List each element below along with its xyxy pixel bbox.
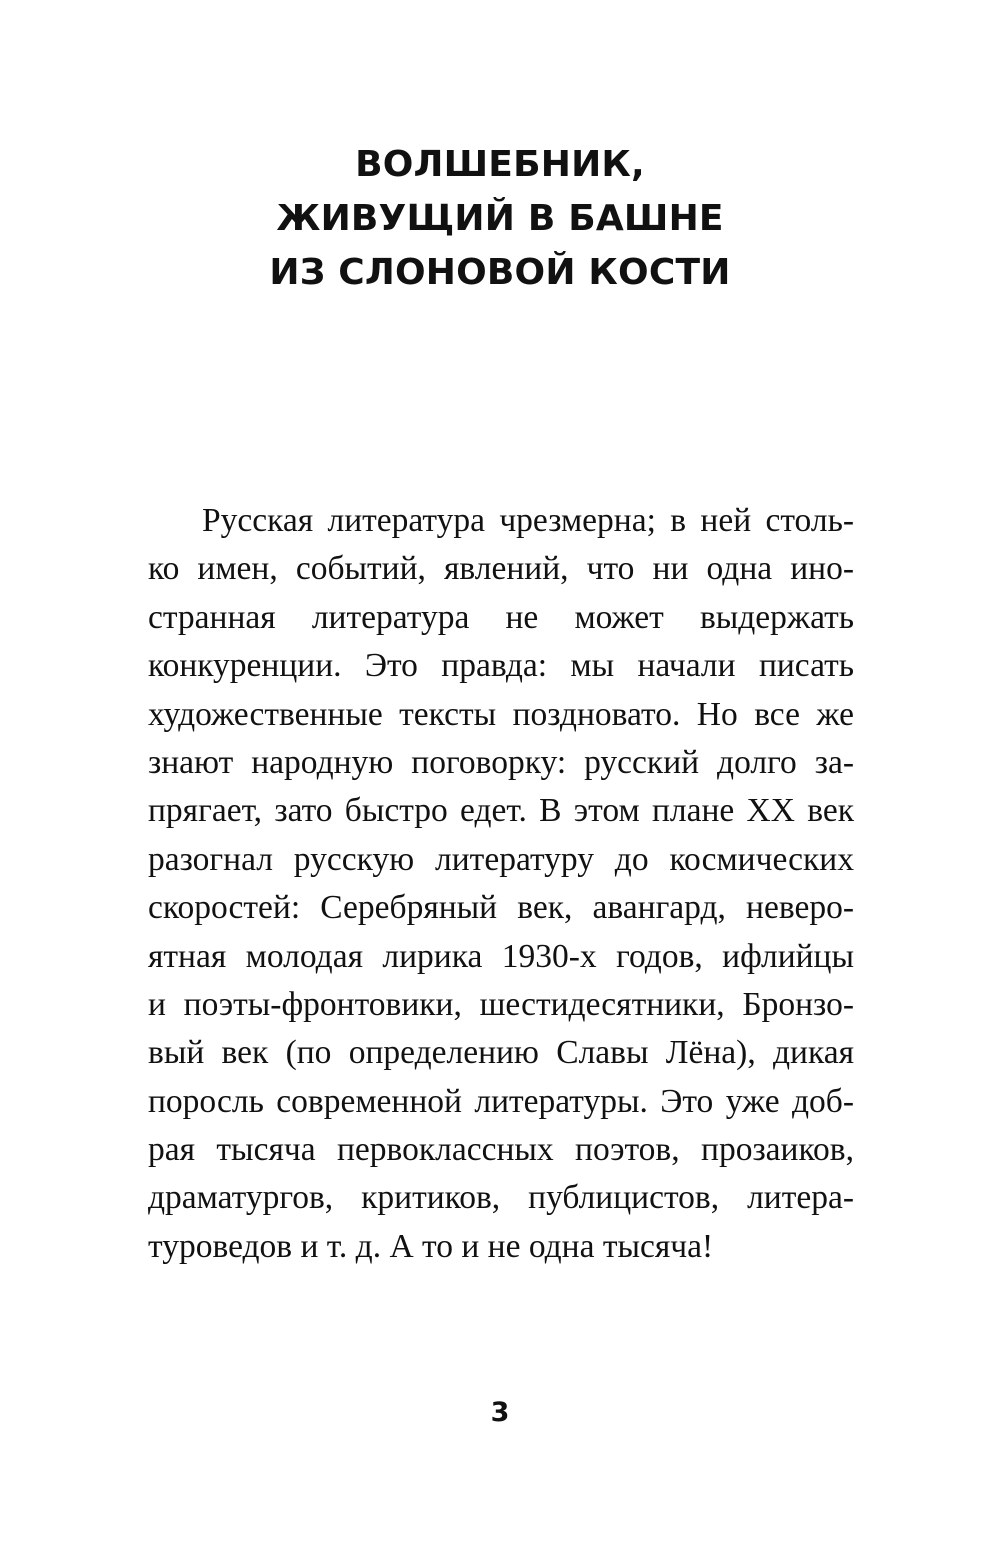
text-line: туроведов и т. д. А то и не одна тысяча! xyxy=(148,1227,714,1265)
text-line: Русская литература чрезмерна; в ней столь- xyxy=(202,502,854,539)
chapter-title-line: ИЗ СЛОНОВОЙ КОСТИ xyxy=(269,252,731,293)
text-line: странная литература не может выдержать xyxy=(148,598,854,636)
text-line: и поэты-фронтовики, шестидесятники, Бронзо- xyxy=(148,985,854,1023)
text-line: скоростей: Серебряный век, авангард, неверо- xyxy=(148,889,854,927)
text-line: ятная молодая лирика 1930-х годов, ифлийцы xyxy=(148,937,854,975)
text-line: художественные тексты поздновато. Но все же xyxy=(148,695,854,733)
page-number: 3 xyxy=(490,1397,510,1428)
text-line: рая тысяча первоклассных поэтов, прозаиков, xyxy=(148,1131,854,1169)
chapter-title-line: ЖИВУЩИЙ В БАШНЕ xyxy=(276,198,724,239)
body-paragraph xyxy=(148,497,854,1271)
text-line: драматургов, критиков, публицистов, литера- xyxy=(148,1179,854,1217)
text-line: поросль современной литературы. Это уже доб- xyxy=(148,1082,854,1120)
text-line: конкуренции. Это правда: мы начали писать xyxy=(148,647,854,685)
text-line: знают народную поговорку: русский долго за- xyxy=(148,743,854,781)
text-line: разогнал русскую литературу до космических xyxy=(148,840,854,878)
text-line: ко имен, событий, явлений, что ни одна ино- xyxy=(148,550,854,588)
chapter-title-line: ВОЛШЕБНИК, xyxy=(355,144,645,185)
text-line: вый век (по определению Славы Лёна), дикая xyxy=(148,1034,854,1072)
chapter-title xyxy=(0,138,1000,300)
text-line: прягает, зато быстро едет. В этом плане ХХ век xyxy=(148,792,854,830)
